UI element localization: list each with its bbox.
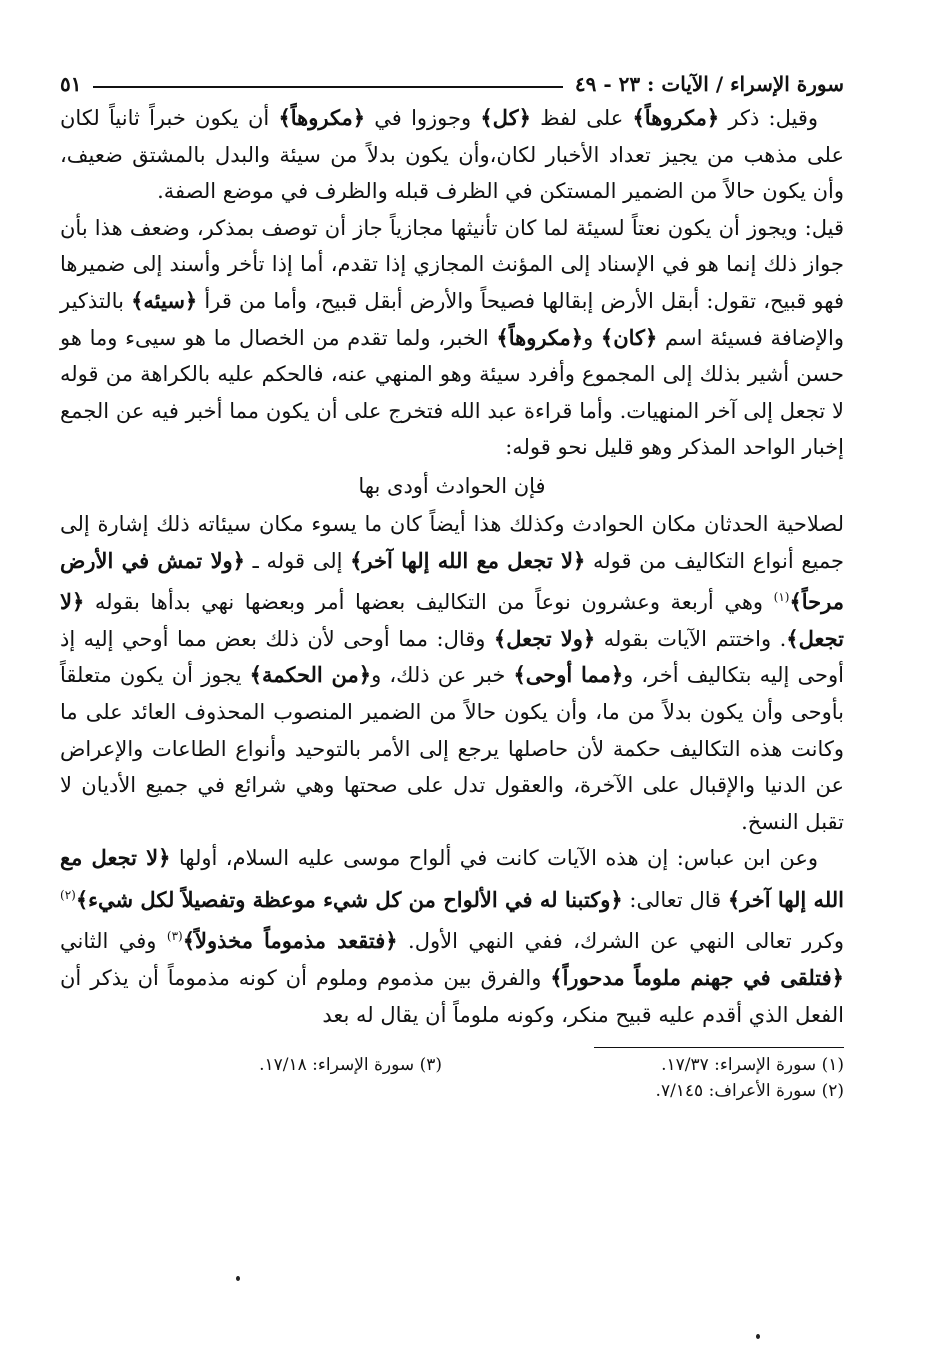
quran-quote: ﴿وكتبنا له في الألواح من كل شيء موعظة وتفصيلاً لكل شيء﴾ <box>75 886 623 912</box>
text-run: الخبر، ولما تقدم من الخصال ما هو سيىء وما هو حسن أشير بذلك إلى المجموع وأفرد سيئة وهو المنهي عنه، فالحكم عليه بالكراهة من قوله لا تجعل إلى آخر المنهيات. وأما قراءة عبد الله فتخرج على أن يكون مما أخبر فيه عن الجمع إخبار الواحد المذكر وهو قليل نحو قوله: <box>60 325 844 460</box>
header-rule <box>93 86 562 88</box>
main-text <box>60 100 844 1033</box>
running-header <box>60 62 844 96</box>
footnote-divider <box>594 1047 844 1048</box>
paragraph <box>60 840 844 1033</box>
text-run: . واختتم الآيات بقوله <box>595 626 787 651</box>
quran-quote: ﴿مما أوحى﴾ <box>513 662 624 688</box>
quran-quote: ﴿كل﴾ <box>480 105 531 130</box>
quran-quote: ﴿فتلقى في جهنم ملوماً مدحوراً﴾ <box>550 965 844 991</box>
page-number: ٥١ <box>60 72 82 96</box>
text-run: وهي أربعة وعشرون نوعاً من التكاليف بعضها أمر وبعضها نهي بدأها بقوله <box>84 590 774 615</box>
quran-quote: ﴿مكروهاً﴾ <box>278 105 366 130</box>
text-run: يجوز أن يكون متعلقاً بأوحى وأن يكون بدلاً من ما، وأن يكون حالاً من الضمير المنصوب المحذوف العائد على ما وكانت هذه التكاليف حكمة لأن حاصلها يرجع إلى الأمر بالتوحيد وأنواع الطاعات والإعراض عن الدنيا والإقبال على الآخرة، والعقول تدل على صحتها وهي شرائع في جميع الأديان لا تقبل النسخ. <box>60 663 844 834</box>
text-run: وعن ابن عباس: إن هذه الآيات كانت في ألواح موسى عليه السلام، أولها <box>170 846 819 871</box>
footnotes <box>60 1052 844 1104</box>
quran-quote: ﴿لا تجعل﴾ <box>60 589 845 651</box>
footnote-ref: (٣) <box>166 929 183 944</box>
text-run: وقيل: ذكر <box>719 106 819 130</box>
page <box>60 62 844 1104</box>
poetry-verse: فإن الحوادث أودى بها <box>358 473 546 498</box>
footnote-2: (٢) سورة الأعراف: ٧/١٤٥. <box>655 1081 844 1102</box>
footnote-ref: (١) <box>773 590 790 605</box>
header-title: سورة الإسراء / الآيات : ٢٣ - ٤٩ <box>574 72 844 96</box>
text-run: قيل: ويجوز أن يكون نعتاً لسيئة لما كان تأنيثها مجازياً جاز أن توصف بمذكر، وضعف هذا بأن جواز ذلك إنما هو في الإسناد إلى المؤنث المجازي إذا تقدم، أما إذا تأخر وأسند إلى ضميرها فهو قبيح، تقول: أبقل الأرض إبقالها فصيحاً والأرض أبقل قبيح، وأما من قرأ <box>60 215 844 313</box>
print-speck <box>236 1276 240 1281</box>
text-run: على لفظ <box>530 106 633 130</box>
text-run: وقال: مما أوحى لأن ذلك بعض مما أوحي إليه إذ أوحى إليه بتكاليف أخر، و <box>60 626 845 688</box>
text-run: وفي الثاني <box>60 929 167 954</box>
print-speck <box>756 1334 760 1339</box>
paragraph <box>60 210 844 466</box>
text-run: قال تعالى: <box>622 887 728 912</box>
text-run: إلى قوله ـ <box>245 548 351 573</box>
text-run: بالتذكير والإضافة فسيئة اسم <box>60 288 844 350</box>
text-run: أن يكون خبراً ثانياً لكان على مذهب من يجيز تعداد الأخبار لكان،وأن يكون بدلاً من سيئة والبدل بالمشتق ضعيف، وأن يكون حالاً من الضمير المستكن في الظرف قبله والظرف في موضع الصفة. <box>60 106 844 204</box>
quran-quote: ﴿سيئه﴾ <box>131 287 198 313</box>
footnote-1: (١) سورة الإسراء: ١٧/٣٧. <box>661 1055 844 1076</box>
quran-quote: ﴿لا تجعل مع الله إلها آخر﴾ <box>60 845 844 912</box>
quran-quote: ﴿ولا تجعل﴾ <box>493 625 596 651</box>
paragraph <box>60 506 844 840</box>
quran-quote: ﴿لا تجعل مع الله إلها آخر﴾ <box>350 547 586 573</box>
footnote-ref: (٢) <box>60 887 76 902</box>
text-run: وجوزوا في <box>365 106 481 130</box>
quran-quote: ﴿كان﴾ <box>600 324 658 350</box>
quran-quote: ﴿من الحكمة﴾ <box>249 662 372 688</box>
footnote-3: (٣) سورة الإسراء: ١٧/١٨. <box>259 1055 442 1076</box>
quran-quote: ﴿مكروهاً﴾ <box>496 324 584 350</box>
quran-quote: ﴿ولا تمش في الأرض مرحاً﴾ <box>60 547 844 615</box>
text-run: لصلاحية الحدثان مكان الحوادث وكذلك هذا أيضاً كان ما يسوء مكان سيئاته ذلك إشارة إلى جميع أنواع التكاليف من قوله <box>60 511 844 573</box>
text-run: والفرق بين مذموم وملوم أن كونه مذموماً أن يذكر أن الفعل الذي أقدم عليه قبيح منكر، وكونه ملوماً أن يقال له بعد <box>60 966 844 1027</box>
text-run: خبر عن ذلك، و <box>371 663 514 688</box>
quran-quote: ﴿مكروهاً﴾ <box>632 105 720 130</box>
text-run: و <box>583 325 601 350</box>
paragraph <box>60 100 844 210</box>
quran-quote: ﴿فتقعد مذموماً مخذولاً﴾ <box>182 928 398 954</box>
text-run: وكرر تعالى النهي عن الشرك، ففي النهي الأول. <box>397 929 844 954</box>
